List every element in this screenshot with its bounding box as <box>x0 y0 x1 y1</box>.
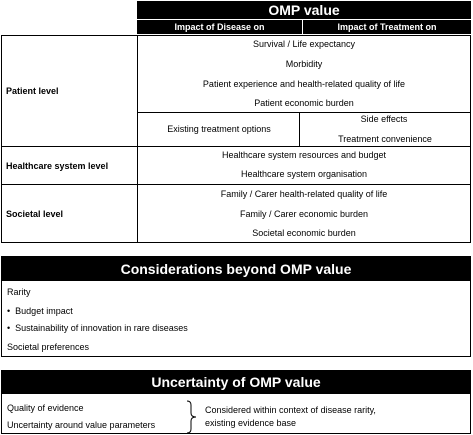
considerations-title: Considerations beyond OMP value <box>120 260 352 277</box>
disease-column-label: Impact of Disease on <box>174 22 265 32</box>
healthcare-organisation-item: Healthcare system organisation <box>240 169 368 179</box>
treatment-column-header <box>303 20 471 34</box>
uncertainty-note-line1: Considered within context of disease rarity, <box>205 405 376 415</box>
patient-economic-burden-item: Patient economic burden <box>254 98 354 108</box>
omp-value-title: OMP value <box>268 2 340 18</box>
disease-column-header <box>137 20 302 34</box>
societal-level-label: Societal level <box>1 184 138 243</box>
societal-economic-item: Societal economic burden <box>252 228 356 238</box>
patient-sub-divider <box>137 112 471 113</box>
morbidity-item: Morbidity <box>285 59 323 69</box>
uncertainty-note-line2: existing evidence base <box>205 418 297 428</box>
treatment-convenience-item: Treatment convenience <box>338 134 432 144</box>
quality-of-life-item: Patient experience and health-related quality of life <box>202 79 406 89</box>
patient-sub-vertical-divider <box>299 112 300 147</box>
bullet-marker: • <box>7 323 11 333</box>
healthcare-resources-item: Healthcare system resources and budget <box>221 150 387 160</box>
omp-value-header <box>137 1 471 19</box>
bullet-budget-impact: • Budget impact <box>7 306 73 316</box>
bullet-marker: • <box>7 306 11 316</box>
rarity-label: Rarity <box>7 287 31 297</box>
healthcare-level-label: Healthcare system level <box>1 146 138 185</box>
survival-item: Survival / Life expectancy <box>252 39 356 49</box>
treatment-column-label: Impact of Treatment on <box>337 22 437 32</box>
right-brace-icon <box>186 400 198 434</box>
uncertainty-title: Uncertainty of OMP value <box>151 374 321 390</box>
existing-treatment-options: Existing treatment options <box>167 124 271 134</box>
bullet-sustainability: • Sustainability of innovation in rare diseases <box>7 323 188 333</box>
uncertainty-value-parameters-item: Uncertainty around value parameters <box>7 420 156 430</box>
patient-level-label: Patient level <box>1 35 138 147</box>
side-effects-item: Side effects <box>360 114 408 124</box>
family-carer-qol-item: Family / Carer health-related quality of life <box>220 189 388 199</box>
family-carer-economic-item: Family / Carer economic burden <box>239 209 369 219</box>
considerations-header <box>1 256 471 281</box>
societal-preferences-label: Societal preferences <box>7 342 90 352</box>
quality-of-evidence-item: Quality of evidence <box>7 403 84 413</box>
uncertainty-header <box>1 370 471 394</box>
